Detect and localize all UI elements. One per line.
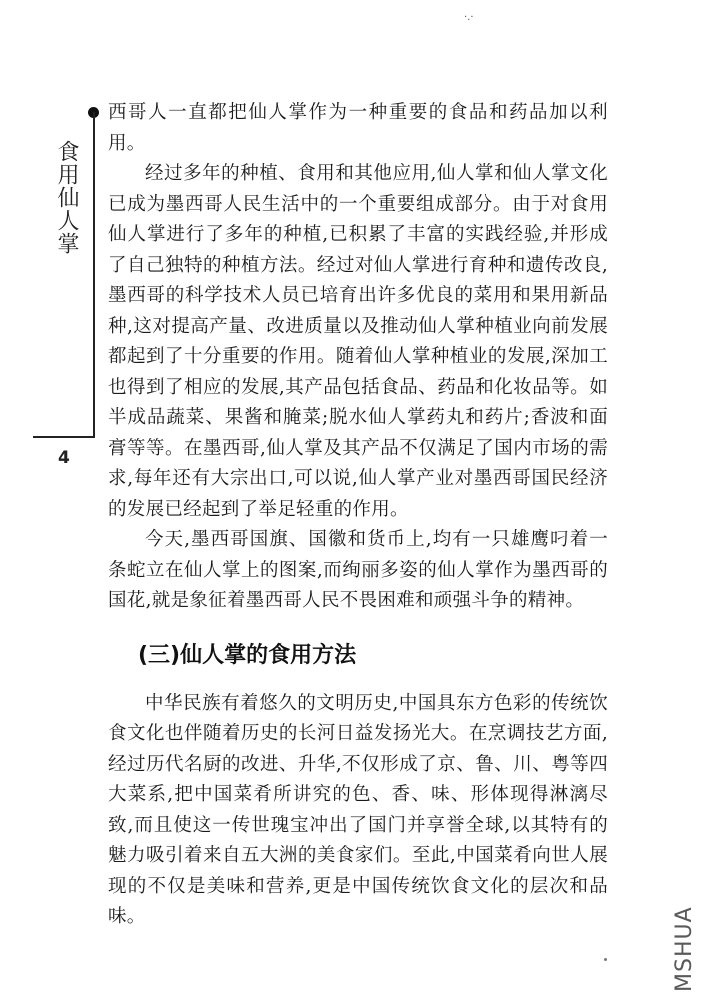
section-heading: (三)仙人掌的食用方法	[138, 642, 357, 668]
paragraph-cultivation: 经过多年的种植、食用和其他应用,仙人掌和仙人掌文化已成为墨西哥人民生活中的一个重要组成部分。由于对食用仙人掌进行了多年的种植,已积累了丰富的实践经验,并形成了自己独特的种植方法。经过对仙人掌进行育种和遗传改良,墨西哥的科学技术人员已培育出许多优良的菜用和果用新品种,这对提高产量、改进质量以及推动仙人掌种植业向前发展都起到了十分重要的作用。随着仙人掌种植业的发展,深加工也得到了相应的发展,其产品包括食品、药品和化妆品等。如半成品蔬菜、果酱和腌菜;脱水仙人掌药丸和药片;香波和面膏等等。在墨西哥,仙人掌及其产品不仅满足了国内市场的需求,每年还有大宗出口,可以说,仙人掌产业对墨西哥国民经济的发展已经起到了举足轻重的作用。	[108, 163, 608, 520]
scan-speck	[604, 958, 607, 961]
margin-vertical-rule	[93, 112, 95, 437]
paragraph-continued: 西哥人一直都把仙人掌作为一种重要的食品和药品加以利用。	[108, 102, 608, 154]
running-head: 食用仙人掌	[54, 140, 79, 255]
top-margin-mark: ·.·	[464, 12, 474, 23]
margin-horizontal-rule	[33, 436, 95, 438]
paragraph-national-flower: 今天,墨西哥国旗、国徽和货币上,均有一只雄鹰叼着一条蛇立在仙人掌上的图案,而绚丽多姿的仙人掌作为墨西哥的国花,就是象征着墨西哥人民不畏困难和顽强斗争的精神。	[108, 529, 608, 611]
body-text	[108, 98, 608, 933]
watermark: MSHUA	[672, 906, 697, 992]
paragraph-chinese-cuisine: 中华民族有着悠久的文明历史,中国具东方色彩的传统饮食文化也伴随着历史的长河日益发扬光大。在烹调技艺方面,经过历代名厨的改进、升华,不仅形成了京、鲁、川、粤等四大菜系,把中国菜肴所讲究的色、香、味、形体现得淋漓尽致,而且使这一传世瑰宝冲出了国门并享誉全球,以其特有的魅力吸引着来自五大洲的美食家们。至此,中国菜肴向世人展现的不仅是美味和营养,更是中国传统饮食文化的层次和品味。	[108, 692, 608, 927]
page-number: 4	[58, 448, 70, 468]
